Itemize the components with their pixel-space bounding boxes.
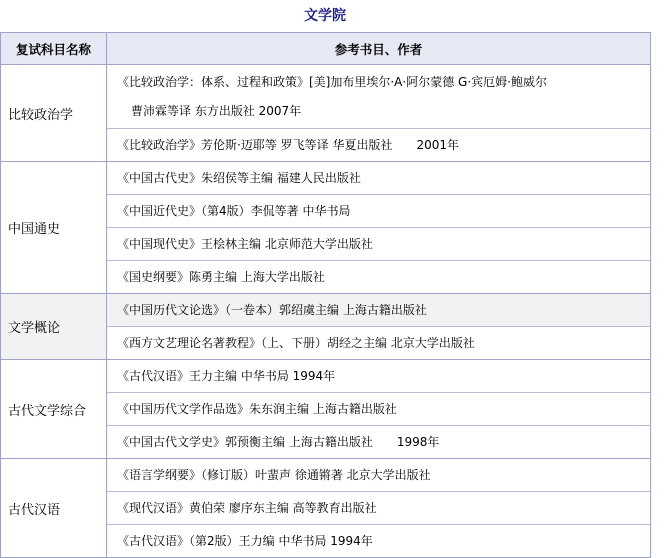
book-entry: 《现代汉语》黄伯荣 廖序东主编 高等教育出版社	[107, 492, 650, 525]
book-list	[107, 294, 651, 360]
table-row	[1, 294, 651, 360]
book-entry: 《古代汉语》王力主编 中华书局 1994年	[107, 360, 650, 393]
subject-name: 中国通史	[1, 162, 107, 294]
table-row	[1, 162, 651, 294]
table-row	[1, 459, 651, 558]
subject-name: 古代汉语	[1, 459, 107, 558]
book-entry: 《中国近代史》（第4版）李侃等著 中华书局	[107, 195, 650, 228]
book-entry: 《西方文艺理论名著教程》（上、下册）胡经之主编 北京大学出版社	[107, 327, 650, 359]
subject-name: 古代文学综合	[1, 360, 107, 459]
book-entry: 《中国古代史》朱绍侯等主编 福建人民出版社	[107, 162, 650, 195]
book-entry: 《国史纲要》陈勇主编 上海大学出版社	[117, 270, 325, 284]
book-list	[107, 162, 651, 294]
book-text-continued: 曹沛霖等译 东方出版社 2007年	[131, 104, 302, 118]
book-entry: 《古代汉语》（第2版）王力编 中华书局 1994年	[117, 534, 373, 548]
book-entry: 《比较政治学》芳伦斯·迈耶等 罗飞等译 华夏出版社 2001年	[117, 138, 459, 152]
book-entry: 《语言学纲要》（修订版）叶蜚声 徐通锵著 北京大学出版社	[107, 459, 650, 492]
book-entry	[107, 65, 650, 129]
booklist-table	[0, 32, 651, 558]
subject-column-header: 复试科目名称	[1, 33, 107, 65]
book-entry: 《中国历代文论选》（一卷本）郭绍虞主编 上海古籍出版社	[107, 294, 650, 327]
table-row	[1, 65, 651, 162]
subject-name: 文学概论	[1, 294, 107, 360]
books-column-header: 参考书目、作者	[107, 33, 651, 65]
book-list	[107, 459, 651, 558]
book-text: 《比较政治学：体系、过程和政策》[美]加布里埃尔·A·阿尔蒙德 G·宾厄姆·鲍威尔	[117, 75, 547, 89]
book-entry: 《中国古代文学史》郭预衡主编 上海古籍出版社 1998年	[117, 435, 440, 449]
page-title: 文学院	[304, 8, 346, 24]
table-header-row	[1, 33, 651, 65]
subject-name: 比较政治学	[1, 65, 107, 162]
book-list	[107, 360, 651, 459]
table-row	[1, 360, 651, 459]
book-list	[107, 65, 651, 162]
book-entry: 《中国现代史》王桧林主编 北京师范大学出版社	[107, 228, 650, 261]
book-entry: 《中国历代文学作品选》朱东润主编 上海古籍出版社	[107, 393, 650, 426]
